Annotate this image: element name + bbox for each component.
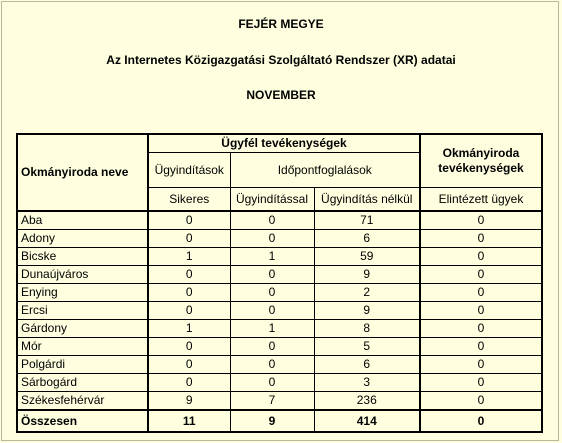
total-label: Összesen	[17, 410, 148, 432]
table-row	[17, 392, 542, 411]
without-initiation-count: 236	[314, 392, 420, 411]
table-row	[17, 211, 542, 230]
completed-count: 0	[420, 248, 542, 266]
without-initiation-count: 9	[314, 266, 420, 284]
table-row	[17, 230, 542, 248]
without-initiation-count: 5	[314, 338, 420, 356]
header-appointments: Időpontfoglalások	[230, 153, 420, 188]
completed-count: 0	[420, 230, 542, 248]
with-initiation-count: 0	[230, 211, 314, 230]
completed-count: 0	[420, 266, 542, 284]
successful-count: 9	[148, 392, 230, 411]
office-name: Dunaújváros	[17, 266, 148, 284]
table-row	[17, 320, 542, 338]
completed-count: 0	[420, 284, 542, 302]
office-name: Mór	[17, 338, 148, 356]
office-name: Enying	[17, 284, 148, 302]
header-without-initiation: Ügyindítás nélkül	[314, 188, 420, 212]
successful-count: 0	[148, 338, 230, 356]
without-initiation-count: 2	[314, 284, 420, 302]
successful-count: 0	[148, 356, 230, 374]
office-name: Bicske	[17, 248, 148, 266]
with-initiation-count: 7	[230, 392, 314, 411]
with-initiation-count: 0	[230, 374, 314, 392]
with-initiation-count: 0	[230, 338, 314, 356]
page-title: FEJÉR MEGYE	[238, 17, 324, 31]
total-with-initiation: 9	[230, 410, 314, 432]
header-office-name: Okmányiroda neve	[17, 134, 148, 211]
with-initiation-count: 0	[230, 230, 314, 248]
total-completed: 0	[420, 410, 542, 432]
with-initiation-count: 1	[230, 248, 314, 266]
completed-count: 0	[420, 374, 542, 392]
statistics-table	[16, 133, 543, 433]
office-name: Gárdony	[17, 320, 148, 338]
table-row	[17, 284, 542, 302]
without-initiation-count: 71	[314, 211, 420, 230]
successful-count: 1	[148, 248, 230, 266]
completed-count: 0	[420, 356, 542, 374]
without-initiation-count: 8	[314, 320, 420, 338]
total-successful: 11	[148, 410, 230, 432]
successful-count: 0	[148, 374, 230, 392]
with-initiation-count: 1	[230, 320, 314, 338]
header-client-activities: Ügyfél tevékenységek	[148, 134, 420, 153]
table-row	[17, 302, 542, 320]
successful-count: 0	[148, 266, 230, 284]
table-row	[17, 356, 542, 374]
office-name: Polgárdi	[17, 356, 148, 374]
successful-count: 0	[148, 284, 230, 302]
header-initiations: Ügyindítások	[148, 153, 230, 188]
office-name: Sárbogárd	[17, 374, 148, 392]
office-name: Székesfehérvár	[17, 392, 148, 411]
header-successful: Sikeres	[148, 188, 230, 212]
table-row	[17, 338, 542, 356]
without-initiation-count: 59	[314, 248, 420, 266]
with-initiation-count: 0	[230, 284, 314, 302]
total-without-initiation: 414	[314, 410, 420, 432]
office-name: Adony	[17, 230, 148, 248]
header-office-activities: Okmányiroda tevékenységek	[420, 134, 542, 188]
office-name: Ercsi	[17, 302, 148, 320]
page-subtitle: Az Internetes Közigazgatási Szolgáltató Rendszer (XR) adatai	[106, 53, 456, 67]
total-row	[17, 410, 542, 432]
without-initiation-count: 9	[314, 302, 420, 320]
office-name: Aba	[17, 211, 148, 230]
completed-count: 0	[420, 302, 542, 320]
period-label: NOVEMBER	[246, 88, 316, 102]
successful-count: 0	[148, 302, 230, 320]
completed-count: 0	[420, 392, 542, 411]
table-row	[17, 248, 542, 266]
without-initiation-count: 3	[314, 374, 420, 392]
table-row	[17, 266, 542, 284]
completed-count: 0	[420, 211, 542, 230]
header-completed: Elintézett ügyek	[420, 188, 542, 212]
table-row	[17, 374, 542, 392]
successful-count: 0	[148, 230, 230, 248]
with-initiation-count: 0	[230, 266, 314, 284]
completed-count: 0	[420, 320, 542, 338]
with-initiation-count: 0	[230, 302, 314, 320]
successful-count: 1	[148, 320, 230, 338]
header-with-initiation: Ügyindítással	[230, 188, 314, 212]
with-initiation-count: 0	[230, 356, 314, 374]
completed-count: 0	[420, 338, 542, 356]
without-initiation-count: 6	[314, 230, 420, 248]
successful-count: 0	[148, 211, 230, 230]
without-initiation-count: 6	[314, 356, 420, 374]
